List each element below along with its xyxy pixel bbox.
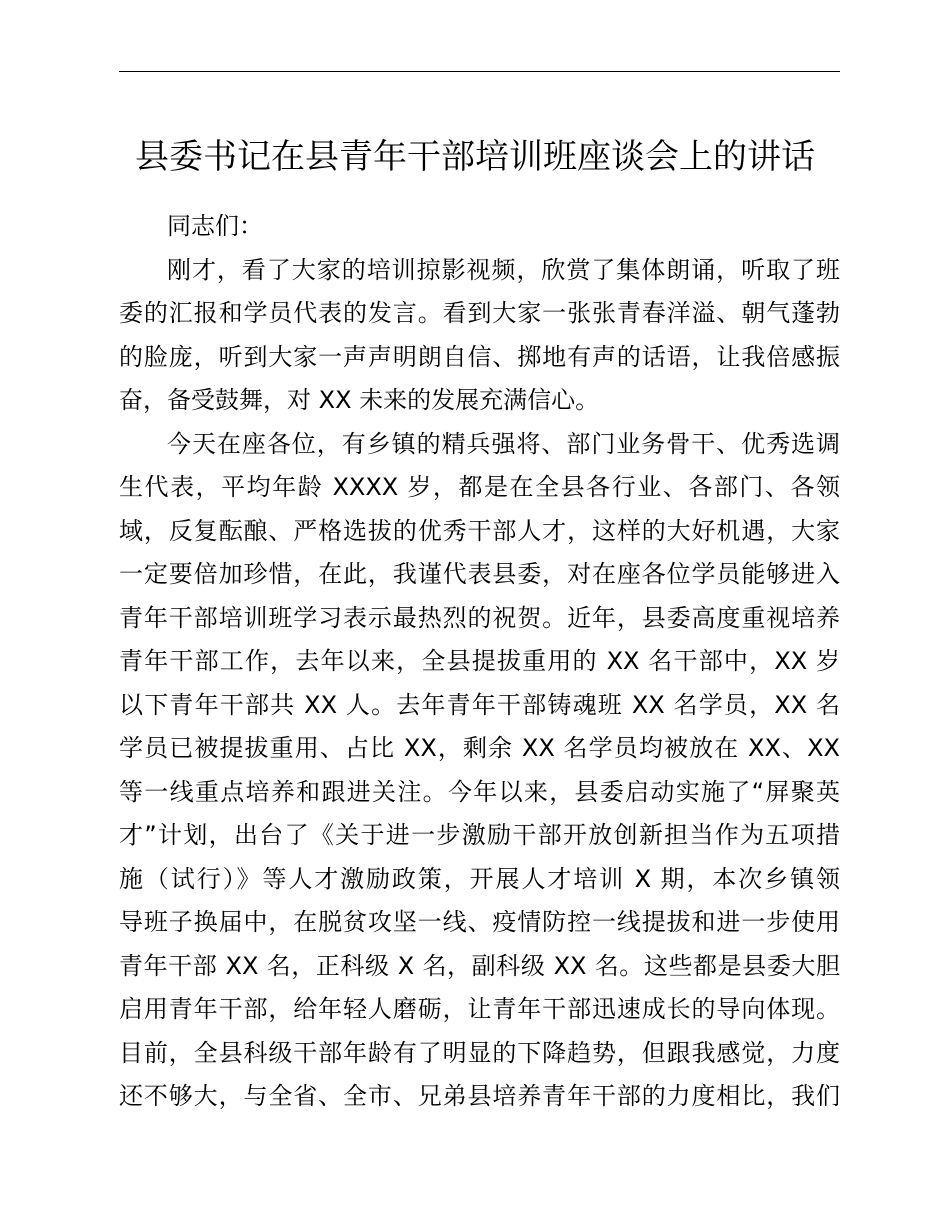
paragraph-line: 生代表，平均年龄 XXXX 岁，都是在全县各行业、各部门、各领: [119, 473, 840, 501]
paragraph-line: 青年干部工作，去年以来，全县提拔重用的 XX 名干部中，XX 岁: [119, 647, 840, 675]
paragraph-line: 的脸庞，听到大家一声声明朗自信、掷地有声的话语，让我倍感振: [119, 342, 840, 371]
paragraph-line: 刚才，看了大家的培训掠影视频，欣赏了集体朗诵，听取了班: [167, 255, 840, 284]
document-body: [119, 205, 840, 1119]
paragraph-line: 目前，全县科级干部年龄有了明显的下降趋势，但跟我感觉，力度: [119, 1038, 840, 1067]
paragraph-line: 一定要倍加珍惜，在此，我谨代表县委，对在座各位学员能够进入: [119, 560, 840, 588]
header-rule: [119, 71, 840, 72]
paragraph-line: 今天在座各位，有乡镇的精兵强将、部门业务骨干、优秀选调: [167, 429, 840, 458]
paragraph-line: 启用青年干部，给年轻人磨砺，让青年干部迅速成长的导向体现。: [119, 995, 840, 1023]
paragraph-line: 委的汇报和学员代表的发言。看到大家一张张青春洋溢、朝气蓬勃: [119, 299, 840, 327]
paragraph-1: [119, 249, 840, 423]
paragraph-line: 才”计划，出台了《关于进一步激励干部开放创新担当作为五项措: [119, 821, 840, 849]
paragraph-line: 以下青年干部共 XX 人。去年青年干部铸魂班 XX 名学员，XX 名: [119, 690, 840, 719]
paragraph-2: [119, 423, 840, 1119]
paragraph-line: 施（试行）》等人才激励政策，开展人才培训 X 期，本次乡镇领: [119, 864, 840, 893]
paragraph-line: 青年干部培训班学习表示最热烈的祝贺。近年，县委高度重视培养: [119, 603, 840, 632]
paragraph-line: 青年干部 XX 名，正科级 X 名，副科级 XX 名。这些都是县委大胆: [119, 951, 840, 980]
greeting: 同志们：: [167, 212, 263, 240]
paragraph-line: 学员已被提拔重用、占比 XX，剩余 XX 名学员均被放在 XX、XX: [119, 734, 840, 762]
paragraph-line: 等一线重点培养和跟进关注。今年以来，县委启动实施了“屏聚英: [119, 777, 840, 806]
paragraph-line: 域，反复酝酿、严格选拔的优秀干部人才，这样的大好机遇，大家: [119, 516, 840, 545]
document-title: 县委书记在县青年干部培训班座谈会上的讲话: [135, 137, 815, 177]
paragraph-line: 还不够大，与全省、全市、兄弟县培养青年干部的力度相比，我们: [119, 1082, 840, 1110]
paragraph-line: 奋，备受鼓舞，对 XX 未来的发展充满信心。: [119, 386, 600, 414]
paragraph-line: 导班子换届中，在脱贫攻坚一线、疫情防控一线提拔和进一步使用: [119, 908, 840, 936]
